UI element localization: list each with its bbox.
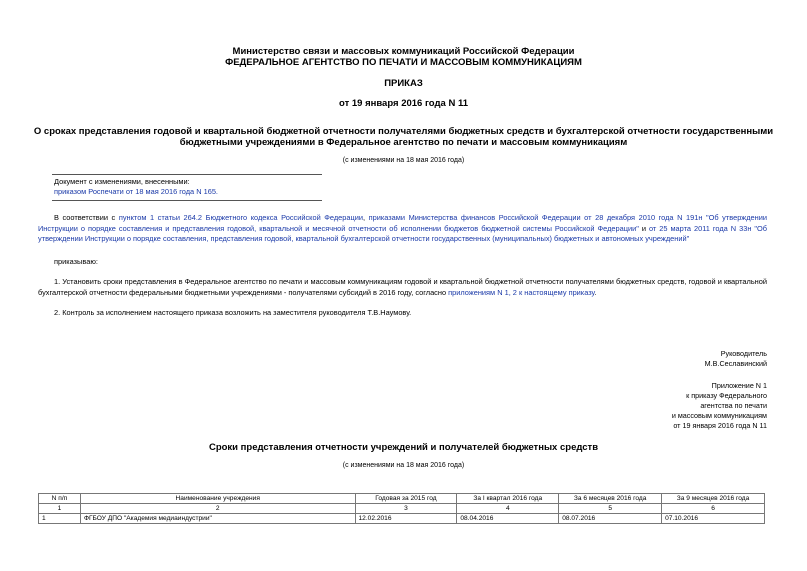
- preamble-text-1: В соответствии с: [54, 213, 119, 222]
- changes-label: Документ с изменениями, внесенными:: [54, 177, 190, 186]
- item-1-end: .: [594, 287, 597, 297]
- doc-type: ПРИКАЗ: [384, 78, 423, 89]
- table-number-cell: 5: [559, 504, 662, 514]
- table-row: [39, 514, 765, 524]
- budget-code-link[interactable]: пунктом 1 статьи 264.2 Бюджетного кодекса Российской Федерации: [118, 213, 363, 222]
- table-header-cell: За 6 месяцев 2016 года: [559, 494, 662, 504]
- divider-top: [52, 174, 322, 175]
- table-number-cell: 1: [39, 504, 81, 514]
- table-cell-institution: ФГБОУ ДПО "Академия медиаиндустрии": [80, 514, 355, 524]
- preamble-text-3: и: [638, 223, 649, 233]
- minfin-order-191n-link[interactable]: приказами Министерства финансов Российской Федерации от 28 декабря 2010 года N 191н "Об утверждении Инструкции о порядке составления и представления годовой, квартальной и месячной отчетности об исполнении бюджетов бюджетной системы Российской Федерации": [38, 213, 768, 233]
- appendix-line-4: и массовым коммуникациям: [671, 411, 767, 420]
- table-header-cell: N п/п: [39, 494, 81, 504]
- preamble: [38, 213, 767, 245]
- table-number-cell: 2: [80, 504, 355, 514]
- changes-link-wrap: [54, 187, 218, 198]
- divider-bottom: [52, 200, 322, 201]
- table-cell-number: 1: [39, 514, 81, 524]
- table-number-cell: 6: [662, 504, 765, 514]
- appendix-line-2: к приказу Федерального: [686, 391, 767, 400]
- table-cell-6m: 08.07.2016: [559, 514, 662, 524]
- table-header-cell: Годовая за 2015 год: [355, 494, 457, 504]
- agency-name: ФЕДЕРАЛЬНОЕ АГЕНТСТВО ПО ПЕЧАТИ И МАССОВЫМ КОММУНИКАЦИЯМ: [225, 57, 582, 68]
- doc-title-line2: бюджетными учреждениями в Федеральное агентство по печати и массовым коммуникациям: [179, 137, 628, 148]
- item-2: 2. Контроль за исполнением настоящего приказа возложить на заместителя руководителя Т.В.Наумову.: [54, 308, 412, 317]
- appendix-revision-note: (с изменениями на 18 мая 2016 года): [342, 462, 465, 469]
- item-1-text: 1. Установить сроки представления в Федеральное агентство по печати и массовым коммуникациям годовой и квартальной бюджетной отчетности получателями бюджетных средств, годовой и квартальной бухгалтерской отчетности федеральными бюджетными учреждениями - получателями субсидий в 2016 году, согласно: [38, 277, 767, 297]
- ministry-name: Министерство связи и массовых коммуникаций Российской Федерации: [232, 46, 575, 57]
- table-number-cell: 3: [355, 504, 457, 514]
- signature-name: М.В.Сеславинский: [704, 359, 767, 368]
- table-cell-annual: 12.02.2016: [355, 514, 457, 524]
- table-cell-q1: 08.04.2016: [457, 514, 559, 524]
- appendix-title: Сроки представления отчетности учреждений и получателей бюджетных средств: [208, 442, 599, 453]
- table-header-cell: Наименование учреждения: [80, 494, 355, 504]
- appendix-line-5: от 19 января 2016 года N 11: [673, 421, 767, 430]
- appendix-link[interactable]: приложениям N 1, 2 к настоящему приказу: [448, 287, 595, 297]
- changes-link[interactable]: приказом Роспечати от 18 мая 2016 года N 165.: [54, 187, 218, 196]
- doc-title-line1: О сроках представления годовой и квартальной бюджетной отчетности получателями бюджетных средств и бухгалтерской отчетности государственными: [33, 126, 774, 137]
- order-word: приказываю:: [54, 257, 98, 266]
- appendix-line-3: агентства по печати: [700, 401, 767, 410]
- doc-date-number: от 19 января 2016 года N 11: [339, 98, 468, 109]
- deadlines-table: [38, 493, 765, 524]
- table-header-cell: За 9 месяцев 2016 года: [662, 494, 765, 504]
- preamble-text-2: ,: [363, 213, 369, 222]
- table-header-cell: За I квартал 2016 года: [457, 494, 559, 504]
- appendix-line-1: Приложение N 1: [711, 381, 767, 390]
- minfin-order-33n-link[interactable]: от 25 марта 2011 года N 33н "Об утверждении Инструкции о порядке составления, представления годовой, квартальной бухгалтерской отчетности государственных (муниципальных) бюджетных и автономных учреждений": [38, 223, 767, 243]
- table-cell-9m: 07.10.2016: [662, 514, 765, 524]
- signature-role: Руководитель: [720, 349, 767, 358]
- revision-note: (с изменениями на 18 мая 2016 года): [342, 157, 465, 164]
- table-number-cell: 4: [457, 504, 559, 514]
- table-number-row: [39, 504, 765, 514]
- table-header-row: [39, 494, 765, 504]
- item-1: [38, 277, 767, 298]
